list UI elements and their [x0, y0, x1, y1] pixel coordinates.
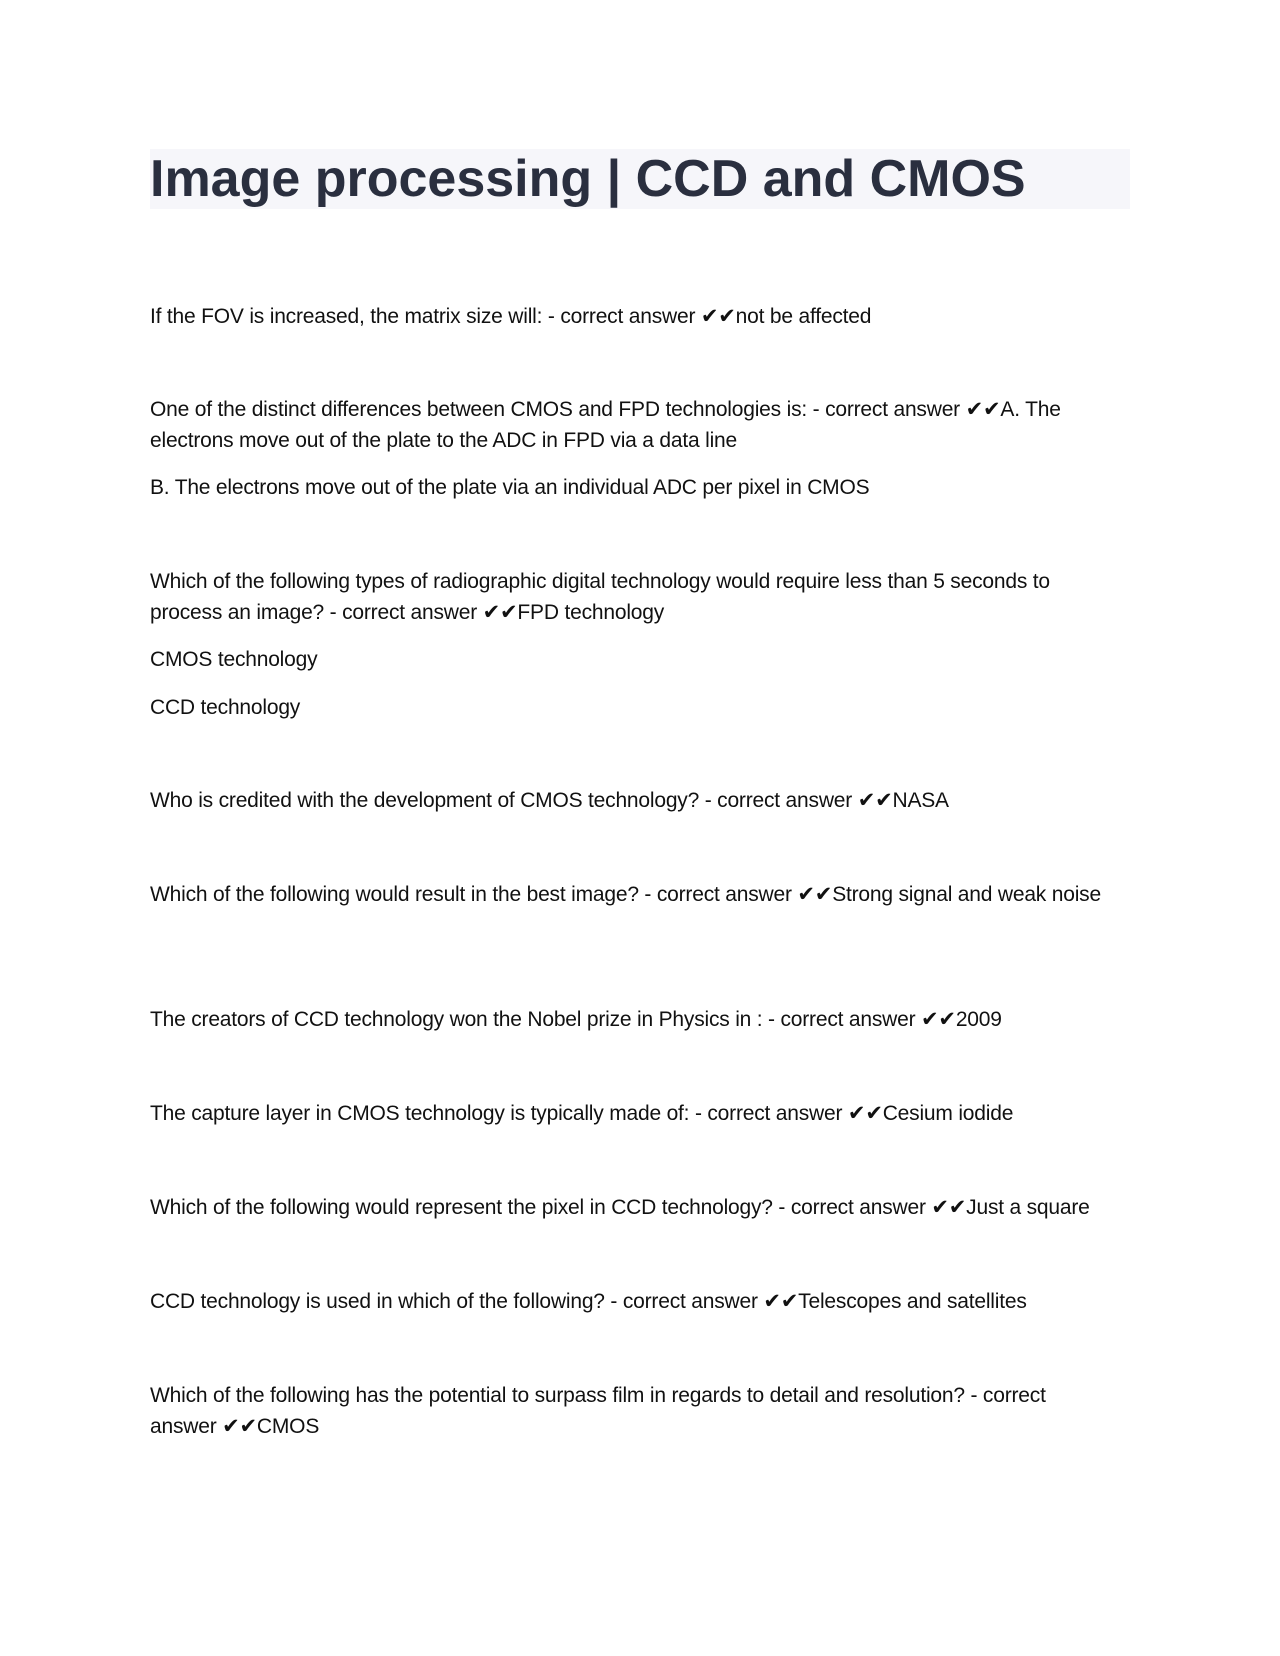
qa-item: The creators of CCD technology won the Nobel prize in Physics in : - correct answer ✔✔2009 [150, 1008, 1002, 1031]
qa-item: CMOS technology [150, 648, 318, 671]
qa-item: Which of the following types of radiographic digital technology would require less than 5 seconds to process an image? - correct answer ✔✔FPD technology [150, 570, 1050, 624]
qa-item: Which of the following would result in the best image? - correct answer ✔✔Strong signal and weak noise [150, 883, 1101, 906]
qa-item: Who is credited with the development of CMOS technology? - correct answer ✔✔NASA [150, 789, 949, 812]
qa-item: CCD technology is used in which of the following? - correct answer ✔✔Telescopes and satellites [150, 1290, 1027, 1313]
page-title: Image processing | CCD and CMOS [150, 150, 1026, 208]
qa-item: Which of the following has the potential to surpass film in regards to detail and resolution? - correct answer ✔✔CMOS [150, 1384, 1046, 1438]
qa-item: If the FOV is increased, the matrix size will: - correct answer ✔✔not be affected [150, 305, 872, 328]
qa-item: Which of the following would represent the pixel in CCD technology? - correct answer ✔✔Just a square [150, 1196, 1090, 1219]
qa-item: The capture layer in CMOS technology is typically made of: - correct answer ✔✔Cesium iodide [150, 1102, 1014, 1125]
qa-item: One of the distinct differences between CMOS and FPD technologies is: - correct answer ✔✔A. The electrons move out of the plate to the ADC in FPD via a data line [150, 398, 1061, 452]
qa-item: CCD technology [150, 696, 301, 719]
qa-item: B. The electrons move out of the plate via an individual ADC per pixel in CMOS [150, 476, 870, 499]
